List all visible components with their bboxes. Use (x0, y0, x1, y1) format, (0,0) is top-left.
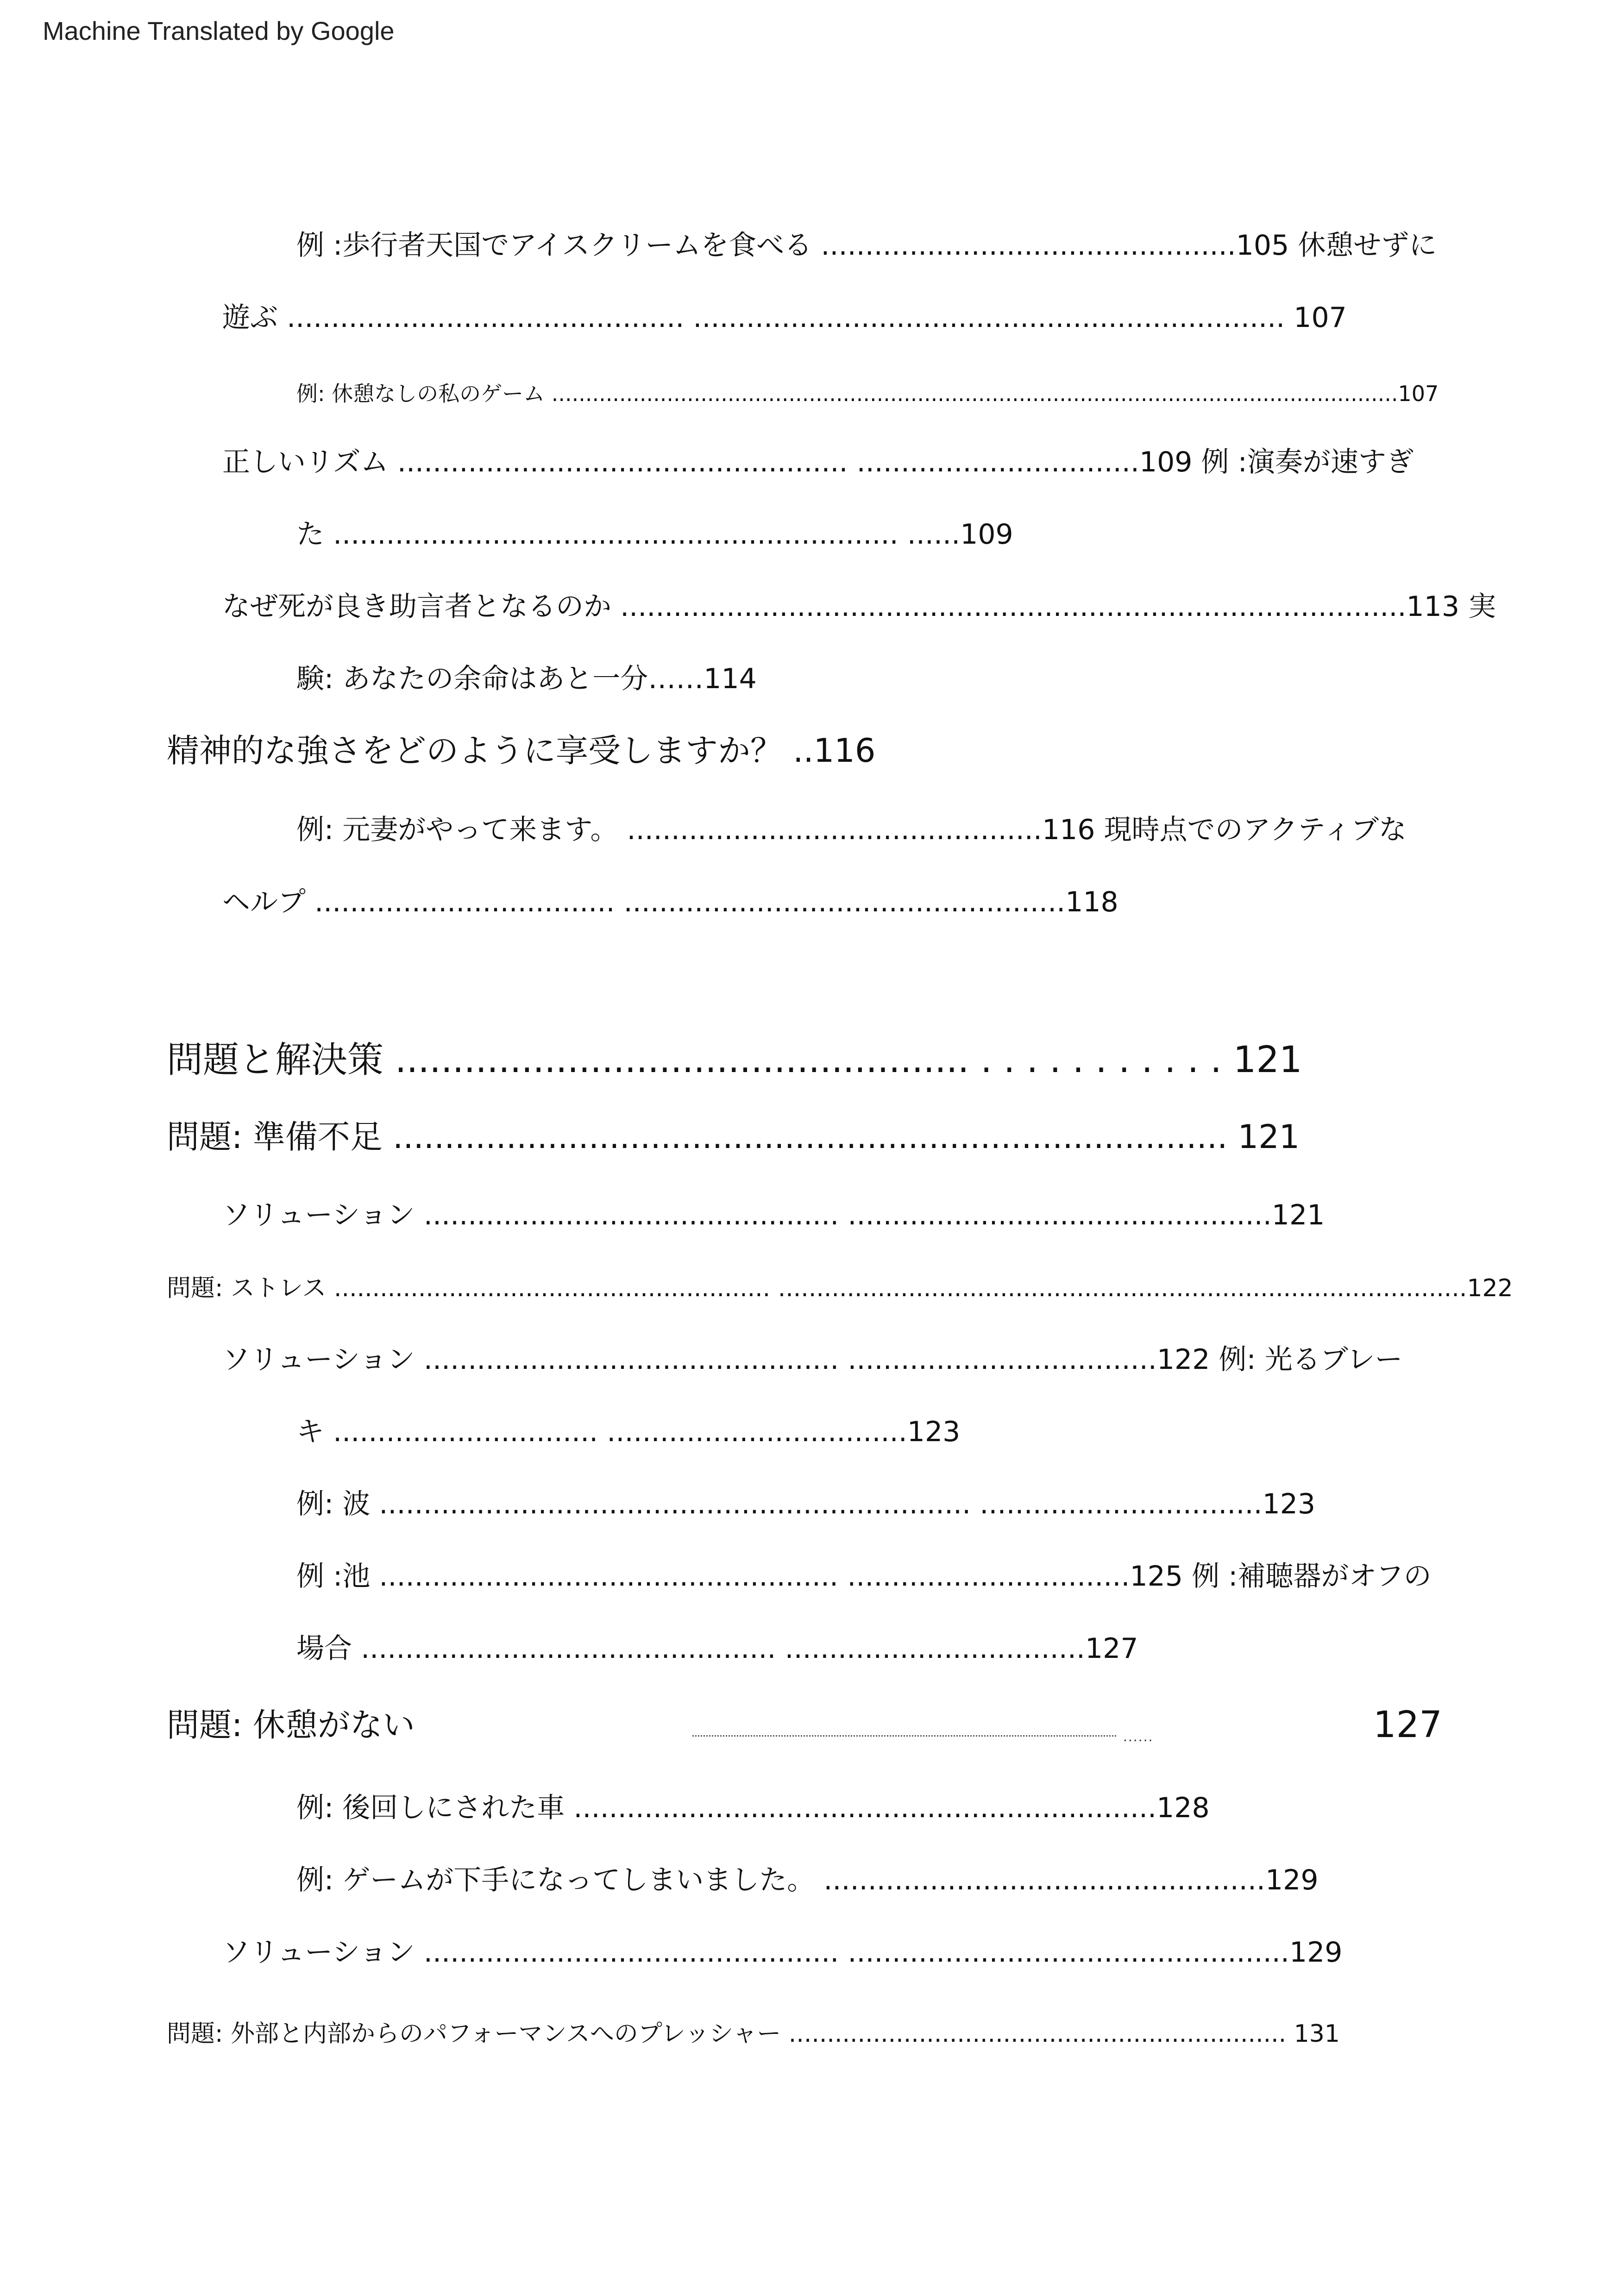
toc-entry: 問題: ストレス ......................................................... ..........................................................................................122 (167, 1274, 1513, 1302)
toc-entry: 例: 休憩なしの私のゲーム .............................................................................................................................107 (296, 381, 1439, 406)
toc-entry: ソリューション ............................................... ................................................121 (222, 1199, 1325, 1231)
translation-header: Machine Translated by Google (43, 16, 395, 45)
toc-entry: 例: 後回しにされた車 ..................................................................128 (296, 1792, 1210, 1824)
toc-entry: 例 :池 .................................................... ................................125 例 :補聴器がオフの (296, 1560, 1432, 1593)
toc-entry: た ................................................................ ......109 (296, 518, 1013, 551)
toc-entry: 例 :歩行者天国でアイスクリームを食べる ...............................................105 休憩せずに (296, 229, 1437, 262)
toc-entry: ヘルプ .................................. ..................................................118 (222, 886, 1118, 918)
toc-section-heading: 問題: 休憩がない (167, 1706, 415, 1744)
toc-entry: 正しいリズム ................................................... ................................109 例 :演奏が速すぎ (222, 446, 1414, 478)
toc-entry: 遊ぶ ............................................. ................................................................... 107 (222, 301, 1347, 334)
toc-entry: 例: 波 ................................................................... ................................123 (296, 1488, 1316, 1520)
toc-page-number: 127 (1373, 1704, 1442, 1746)
toc-entry: 例: ゲームが下手になってしまいました。 ..................................................129 (296, 1864, 1319, 1896)
toc-entry: なぜ死が良き助言者となるのか .........................................................................................113 実 (222, 590, 1496, 623)
leader-dots-tail: ...... (1123, 1729, 1154, 1744)
toc-entry: 験: あなたの余命はあと一分……114 (296, 663, 757, 695)
toc-entry: キ .............................. ..................................123 (296, 1416, 961, 1448)
toc-section-heading: 問題: 準備不足 ................................................................................. 121 (167, 1118, 1300, 1156)
toc-chapter-heading: 問題と解決策 .................................................. . . . . . . . . . . . 121 (167, 1039, 1302, 1081)
toc-section-heading: 精神的な強さをどのように享受しますか？ ..116 (167, 732, 876, 770)
toc-entry: 場合 ............................................... ..................................127 (296, 1632, 1138, 1665)
toc-entry: ソリューション ............................................... ...................................122 例: 光るブレー (222, 1343, 1403, 1376)
leader-dots (692, 1735, 1116, 1737)
toc-entry: 問題: 外部と内部からのパフォーマンスへのプレッシャー ................................................................. 131 (167, 2020, 1340, 2048)
toc-entry: ソリューション ............................................... ..................................................129 (222, 1936, 1343, 1969)
toc-entry: 例: 元妻がやって来ます。 ...............................................116 現時点でのアクティブな (296, 814, 1407, 846)
